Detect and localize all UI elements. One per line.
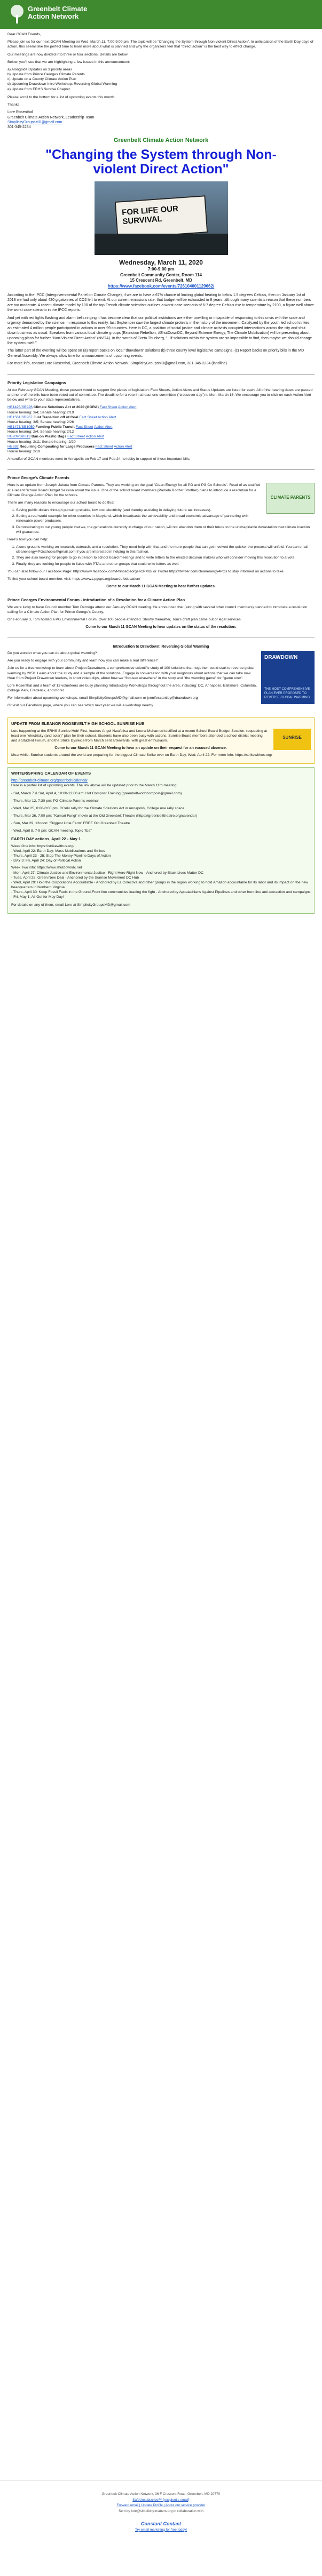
list-item: a) Alongside Updates on 3 priority areas [7, 67, 72, 71]
fact-sheet-link[interactable]: Fact Sheet [99, 405, 117, 410]
earth-day-heading: EARTH DAY actions, April 22 - May 1 [11, 836, 81, 841]
bill-name: Climate Solutions Act of 2020 (GGRA) [33, 405, 99, 410]
description-paragraph: And yet with red lights flashing and alarm bells ringing it has become clear that our political institutions are either unwilling or incapable of responding to this crisis with the scale and urgency demanded by the science. In response to this reality, last September saw the largest climate protests in the history of the movement. Catalyzed by the youth led school strikes, an estimated 4 million people participated in actions in over 99 countries. Here in DC, a coalition of social justice and climate activists occupied intersections across the city and shut down business as usual. Speakers from various local climate groups (Extinction Rebellion, #ShutDownDC, Beyond Extreme Energy, The Climate Mobilization) will be presenting about upcoming plans for further "Non-Violent Direct Action" (NVDA). In the words of Greta Thunberg, "...if solutions within the system are so impossible to find, then maybe we should change the system itself." [7, 316, 312, 345]
divider [7, 374, 315, 375]
rsvp-note: Come to our March 11 GCAN Meeting to hear an update on their request for an excused absence. [54, 746, 227, 751]
intro-section [0, 29, 322, 133]
event-address: 15 Crescent Rd, Greenbelt, MD [130, 278, 192, 283]
list-item: d) Upcoming Drawdown Intro Workshop: Reversing Global Warming [7, 82, 117, 86]
footer-links[interactable]: Forward email | Update Profile | About our service provider [116, 2503, 206, 2508]
bill-id-link[interactable]: HB1471/SB1050 [7, 425, 35, 429]
sunrise-heading: UPDATE FROM ELEANOR ROOSEVELT HIGH SCHOOL SUNRISE HUB [11, 721, 145, 726]
sunrise-paragraph: Lots happening at the ERHS Sunrise Hub! First, leaders Angel Nwafolisa and Leena Mohamed testified at a recent School Board Budget Session, requesting at least one "electricity (and solar)" plan for their school. Students have also been busy with actions. Sunrise Board members attended a school district meeting, and a Student Forum, and the Strike Dyslexia from March sent afterwards, with great enthusiasm. [11, 729, 268, 743]
masthead-title: Greenbelt Climate Action Network [28, 5, 88, 20]
event-time: 7:00-9:00 pm [148, 266, 174, 272]
event-item: - Thurs, Mar 12, 7:30 pm: PG Climate Parents webinar [11, 799, 99, 803]
greeting: Dear GCAN Friends, [7, 33, 41, 36]
action-alert-link[interactable]: Action Alert [94, 425, 113, 429]
bill-id-link[interactable]: HB209/SB313 [7, 435, 31, 439]
protest-sign [114, 195, 207, 239]
protest-photo [95, 181, 228, 255]
action-alert-link[interactable]: Action Alert [97, 415, 116, 419]
description-paragraph: The latter part of the evening will be spent on (a) report-backs on local "drawdown" solutions (b) three county level legislative campaigns, (c) Report backs on priority bills in the MD General Assembly. We always allow time for announcements of upcoming events. [7, 349, 304, 358]
parents-paragraph: There are many reasons to encourage our school board to do this: [7, 500, 114, 505]
event-item: - Wed, April 29: Hold the Corporations Accountable - Anchored by La Colectiva and other groups in the region working to hold Amazon accountable for its labor and its impact on the new headquarters in Northern Virginia [11, 880, 309, 890]
footer-address: Greenbelt Climate Action Network, 36 F Crescent Road, Greenbelt, MD 20770 [101, 2492, 221, 2496]
highlight-list [7, 67, 315, 92]
event-item: - Sat, March 7 & Sat, April 4, 10:00-12:00 am: Hot Compost Training (greenbeltworldcompost@gmail.com) [11, 791, 182, 795]
footer-sent-by: Sent by lore@simplicity-matters.org in collaboration with [119, 2509, 203, 2513]
bill-name: Funding Public Transit [35, 425, 75, 429]
list-item: e) Update from ERHS Sunrise Chapter [7, 87, 70, 91]
parents-paragraph: Here is an update from Joseph Jakuta from Climate Parents. They are working on the goal "Clean Energy for all PG and PG Co Schools". Read of as testified at a recent School Board Budget Session about the issue. One of the school board members (Pamela Boozer Strother) plans to introduce a resolution for a Climate Change Action Plan for the schools. [7, 483, 261, 497]
event-item: Week One info: https://strikewithus.org/ [11, 844, 75, 848]
intro-paragraph: Our meetings are now divided into three or four sections. Details are below. [7, 52, 129, 57]
bill-item [7, 444, 315, 454]
crowd [95, 234, 228, 255]
footer [0, 2480, 322, 2576]
list-item: 3. Finally, they are looking for people to liaise with PTAs and other groups that could write letters as well. [16, 562, 315, 567]
protest-sign-text: FOR LIFE OUR SURVIVAL [121, 204, 178, 226]
sunrise-paragraph: Meanwhile, Sunrise students around the world are preparing for the biggest Climate Strike ever on Earth Day, Wed, April 22. For more info: https://strikewithus.org/ [11, 753, 272, 757]
list-item: b) Update from Prince Georges Climate Parents [7, 73, 85, 77]
divider [7, 469, 315, 470]
events-box [7, 767, 315, 914]
facebook-event-link[interactable]: https://www.facebook.com/events/726104001129662/ [107, 284, 215, 289]
list-item: c) Update on a County Climate Action Plan [7, 77, 76, 82]
parents-heading: Prince George's Climate Parents [7, 475, 69, 481]
logo-text: CLIMATE PARENTS [270, 495, 311, 500]
meeting-description [0, 290, 322, 372]
intro-paragraph: Below, you'll see that we are highlighting a few issues in this announcement: [7, 60, 130, 64]
bill-item [7, 405, 315, 414]
bill-id-link[interactable]: HB1561/SB967 [7, 415, 33, 419]
action-alert-link[interactable]: Action Alert [114, 444, 132, 449]
priority-section [0, 377, 322, 468]
thanks: Thanks, [7, 102, 21, 107]
bill-hearing: House hearing: 2/4; Senate hearing: 2/12 [7, 430, 74, 434]
rsvp-note: Come to our March 11 GCAN Meeting to hear further updates. [106, 585, 216, 589]
contact-paragraph: For more info, contact Lore Rosenthal, Greenbelt Climate Action Network, SimplicityGroupsMD@gmail.com, 301-345-2234 (landline) [7, 362, 227, 366]
parents-paragraph: To find your school board member, visit: https://www1.pgcps.org/boardofeducation/ [7, 577, 140, 581]
drawdown-paragraph: Lore Rosenthal and a team of 13 volunteers are busy planning Introductory Workshops throughout the area, including: DC, Annapolis, Baltimore, Columbia, College Park, Frederick, and more! [7, 683, 257, 693]
intro-paragraph: Please join us for our next GCAN Meeting on Wed, March 11, 7:00-9:00 pm. The topic will be "Changing the System through Non-violent Direct Action". In anticipation of the Earth Day days of action, this seems like the perfect time to learn more about what is planned and why the organizers feel that "direct action" is the best way to effect change. [7, 40, 313, 49]
event-item: - Sun, Mar 29, 12noon: "Biggest Little Farm" FREE Old Greenbelt Theatre [11, 822, 130, 826]
bill-id-link[interactable]: HB1425/SB926 [7, 405, 33, 410]
drawdown-paragraph: Are you ready to engage with your community and learn how you can make a real difference? [7, 659, 158, 663]
drawdown-book-cover [261, 651, 315, 704]
bill-hearing: House hearing: 2/19 [7, 449, 41, 453]
event-item: - Mon, April 27: Climate Justice and Environmental Justice - Right Here Right Now - Anchored by Black Lives Matter DC [11, 871, 204, 875]
org-heading: Greenbelt Climate Action Network [113, 137, 209, 143]
signature-org: Greenbelt Climate Action Network, Leadership Team [7, 115, 95, 119]
event-place: Greenbelt Community Center, Room 114 [120, 272, 202, 277]
constant-contact-logo[interactable]: Constant Contact [141, 2521, 181, 2526]
bill-name: Ban on Plastic Bags [31, 435, 67, 439]
bill-item [7, 415, 315, 425]
priority-paragraph: At our February GCAN Meeting, those present voted to support five pieces of legislation: Fact Sheets, Action Alerts and Status Updates are listed for each. All of the hearing dates are passed and none of the bills have been voted out of committee. The deadline for a vote in at least one committee ("crossover day") is Mon, March 16. We encourage you to click on each Action Alert below and write to your state representatives. [7, 388, 313, 402]
calendar-link[interactable]: http://greenbelt-climate.org/greenbelt/calendar [11, 779, 88, 783]
masthead [0, 0, 322, 29]
list-item: 1. Saving public dollars through pursuing reliable, low cost electricity (and thereby assisting in delaying future tax increases). [16, 508, 315, 513]
parents-paragraph: Here's how you can help: [7, 537, 49, 541]
drawdown-paragraph: Or visit our Facebook page, where you can see which next year we will a workshop nearby. [7, 704, 154, 708]
action-alert-link[interactable]: Action Alert [85, 435, 104, 439]
meeting-title: "Changing the System through Non-violent Direct Action" [45, 147, 277, 177]
intro-paragraph: Please scroll to the bottom for a list of upcoming events this month. [7, 95, 115, 99]
bill-hearing: House hearing: 2/11; Senate hearing: 2/20 [7, 440, 76, 444]
county-heading: Prince Georges Environmental Forum - Introduction of a Resolution for a Climate Action Plan [7, 597, 185, 602]
drawdown-paragraph: Join us for a free workshop to learn about Project Drawdown, a comprehensive scientific study of 100 solutions that, together, could start to reverse global warming by 2050. Learn about the study and a sample of the solutions. Engage in conversation with your neighbors about actions that we can take now. Hear from Project Drawdown leaders, in short video clips, about how we "focused elsewhere" in the story and "the warming game" for "game over". [7, 666, 255, 680]
drawdown-logo-title: DRAWDOWN [264, 655, 298, 661]
events-paragraph: Here is a partial list of upcoming events. The link above will be updated prior to the March 11th meeting. [11, 784, 178, 788]
sunrise-box [7, 717, 315, 764]
priority-heading: Priority Legislative Campaigns [7, 380, 66, 385]
county-paragraph: We were lucky to have Council member Tom Dernoga attend our January GCAN meeting. He announced that (along with several other council members) planned to introduce a resolution calling for a Climate Action Plan for Prince George's County. [7, 605, 308, 614]
bill-item [7, 434, 315, 444]
list-item: 2. Setting a real world example for other counties in Maryland, which broadcasts the achievability and broad economic advantage of partnering with renewable power producers. [16, 514, 315, 523]
priority-paragraph: A handful of GCAN members went to Annapolis on Feb 17 and Feb 24, to lobby in support of these important bills. [7, 457, 191, 461]
signature-email-link[interactable]: SimplicityGroupsMD@gmail.com [7, 120, 62, 124]
action-alert-link[interactable]: Action Alert [118, 405, 137, 410]
help-list [16, 545, 315, 567]
parents-paragraph: You can also follow our Facebook Page: https://www.facebook.com/PrinceGeorgesCPMD/ or Twitter https://twitter.com/cleanenergy4PGs to stay informed on actions to take. [7, 569, 285, 573]
event-item: - Thurs, Mar 26, 7:00 pm: "Kumari Fungi" movie at the Old Greenbelt Theatre (https://greenbelttheatre.org/calendar) [11, 814, 197, 818]
drawdown-paragraph: For information about upcoming workshops, email SimplicityGroupsMD@gmail.com or jennifer.cantley@drawdown.org [7, 696, 198, 700]
constant-contact-link[interactable]: Try email marketing for free today! [135, 2527, 187, 2532]
county-paragraph: On February 3, Tom hosted a PG Environmental Forum. Over 100 people attended. Shortly thereafter, Tom's draft plan came out of legal services. [7, 618, 242, 622]
parents-section [0, 472, 322, 594]
week-two-info: Week Two info: https://www.shutdowndc.net [11, 866, 82, 870]
fact-sheet-link[interactable]: Fact Sheet [79, 415, 97, 419]
sunrise-logo-text: SUNRISE [282, 735, 302, 740]
fact-sheet-link[interactable]: Fact Sheet [95, 444, 113, 449]
bill-name: Just Transition off of Coal [33, 415, 78, 419]
drawdown-heading: Introduction to Drawdown: Reversing Global Warming [113, 644, 209, 649]
bill-id-link[interactable]: HB592 [7, 444, 19, 449]
drawdown-paragraph: Do you wonder what you can do about global warming? [7, 651, 97, 656]
event-item: - Wed, Mar 25, 6:00-8:00 pm: CCAN rally for the Climate Solutions Act in Annapolis, College Ave rally space [11, 806, 185, 810]
tree-logo-icon [9, 4, 26, 25]
event-item: - Thurs, April 30: Keep Fossil Fuels in the Ground-Front line communities leading the fight - Anchored by Appalachians Against Pipelines and other front-line anti-extraction and campaigns [11, 890, 311, 895]
signature-name: Lore Rosenthal [7, 110, 33, 115]
unsubscribe-link[interactable]: SafeUnsubscribe™ {recipient's email} [132, 2498, 190, 2502]
event-item: - Thurs, April 23 - 25: Stop The Money Pipeline Days of Action [11, 854, 111, 858]
event-item: - Tues, April 28: Green New Deal - Anchored by the Sunrise Movement DC Hub [11, 875, 139, 880]
signature-phone: 301-345-2234 [7, 125, 31, 130]
bill-name: Requiring Composting for Large Producers [19, 444, 95, 449]
event-date: Wednesday, March 11, 2020 [119, 258, 203, 266]
event-item: - Wed, April 22: Earth Day: Mass Mobilizations and Strikes [11, 849, 105, 853]
bill-hearing: House hearing: 3/4; Senate hearing: 2/19 [7, 410, 74, 414]
climate-parents-logo [266, 483, 315, 514]
bill-item [7, 425, 315, 434]
sunrise-logo [273, 729, 311, 750]
county-section [0, 594, 322, 635]
list-item: 3. Demonstrating to our young people that we, the generations currently in charge of our nation, will not abandon them or their future to the unimaginable devastation that climate inaction will guarantee. [16, 525, 315, 535]
events-heading: WINTER/SPRING CALENDAR OF EVENTS [11, 770, 91, 776]
fact-sheet-link[interactable]: Fact Sheet [75, 425, 93, 429]
rsvp-note: Come to our March 11 GCAN Meeting to hear updates on the status of the resolution. [85, 625, 237, 629]
drawdown-logo-sub: THE MOST COMPREHENSIVE PLAN EVER PROPOSED TO REVERSE GLOBAL WARMING [264, 687, 310, 699]
event-item: - DAY 3: Fri, April 24: Day of Political Action [11, 859, 81, 863]
drawdown-section [0, 640, 322, 714]
fact-sheet-link[interactable]: Fact Sheet [67, 435, 85, 439]
events-closing: For details on any of them, email Lore at SimplicityGroupsMD@gmail.com [11, 903, 130, 907]
event-item: - Fri, May 1: All Out for May Day! [11, 895, 64, 899]
bill-hearing: House hearing: 3/5; Senate hearing: 2/26 [7, 420, 74, 424]
description-paragraph: According to the IPCC (Intergovernmental Panel on Climate Change), if we are to have a 67% chance of limiting global heating to below 1.5 degrees Celsius, then on January 1st of 2018 we had only about 420 gigatonnes of CO2 left to emit. At our current emissions rate, that budget will be exhausted in 8 years, although many scientists reason that these numbers are too moderate. A recent climate model by 100 of the top French climate scientists outlines a worst case scenario of 6-7 degree Celsius rise in temperature by 2100, a figure well above the worst case scenario in the IPCC reports. [7, 293, 314, 313]
list-item: 1. A core group is working on research, outreach, and a resolution. They need help with that and the more people that can get involved the quicker the process will unfold. You can email cleanenergy4PGschools@gmail.com if you are interested in helping in this fashion. [16, 545, 315, 554]
event-item: - Wed, April 8, 7-9 pm: GCAN meeting. Topic "tba" [11, 829, 92, 833]
list-item: 2. They are also looking for people to go in person to school board meetings and to write letters to the elected decision makers who will consider moving this resolution to a vote. [16, 555, 315, 560]
